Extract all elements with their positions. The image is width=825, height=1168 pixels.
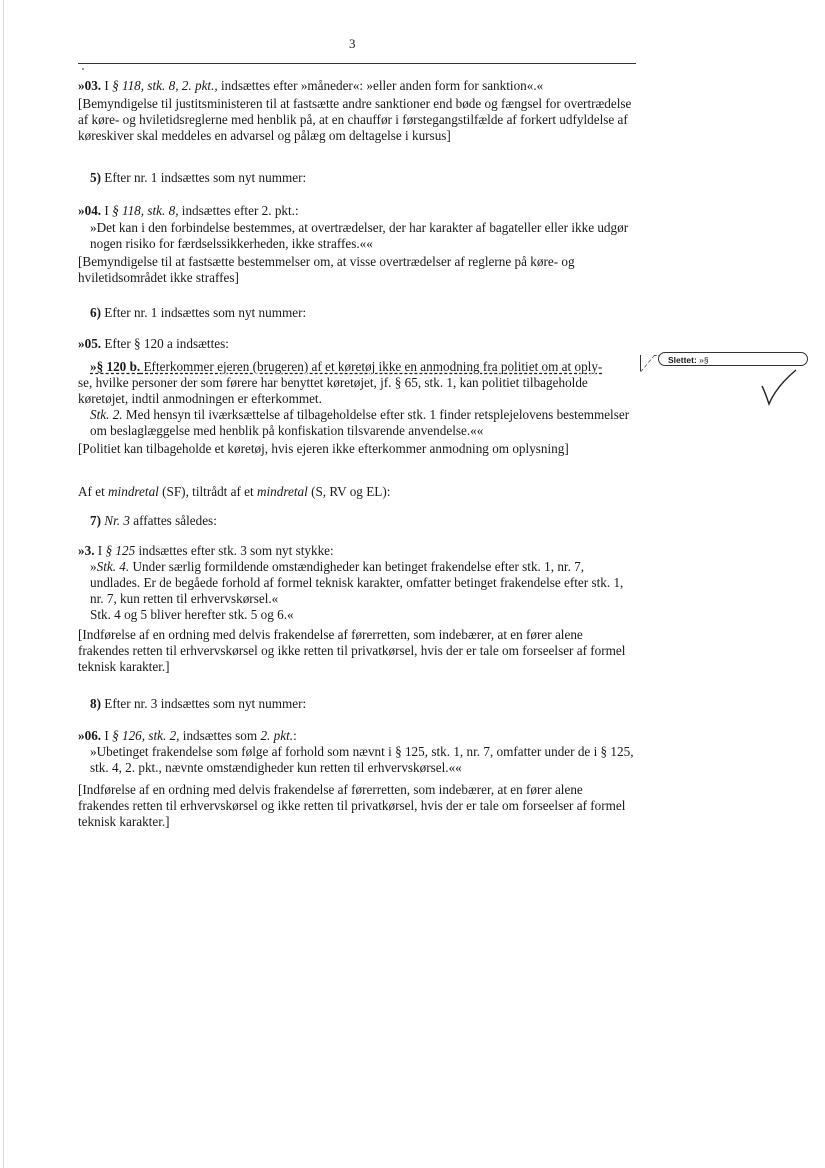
text-run: indsættes efter stk. 3 som nyt stykke: [135, 543, 334, 558]
change-number: 6) [90, 305, 101, 320]
header-rule [78, 63, 636, 64]
stk-4 [78, 559, 636, 607]
minority-term: mindretal [256, 484, 308, 499]
page-number: 3 [349, 36, 356, 51]
text-run: indsættes efter 2. pkt.: [178, 203, 299, 218]
minority-term: mindretal [108, 484, 159, 499]
text-run: I [101, 78, 113, 93]
insertion-bar [640, 355, 641, 371]
minority-statement [78, 484, 636, 500]
amendment-number: »04. [78, 203, 102, 218]
change-number: 5) [90, 170, 101, 185]
change-7-heading [78, 513, 648, 529]
text-run: indsættes efter »måneder«: »eller anden form for sanktion«.« [217, 78, 544, 93]
text-run: Med hensyn til iværksættelse af tilbageholdelse efter stk. 1 finder retsplejelovens bestemmelser om beslaglæggelse med henblik på konfiskation tilsvarende anvendelse.«« [90, 407, 630, 438]
paragraph-mark: »§ 120 b. [90, 359, 141, 374]
inserted-paragraph [78, 359, 636, 375]
explanatory-note: [Bemyndigelse til justitsministeren til at fastsætte andre sanktioner end bøde og fængsel for overtrædelse af køre- og hviletidsreglerne med henblik på, at en chauffør i førstegangstilfælde af forkert udfyldelse af køreskiver skal meddeles en advarsel og pålæg om deltagelse i kursus] [78, 96, 632, 143]
amendment-03-line [78, 78, 636, 94]
amendment-number: »3. [78, 543, 95, 558]
amendment-06 [78, 728, 636, 830]
text-run: Efter nr. 1 indsættes som nyt nummer: [101, 170, 307, 185]
text-run: Under særlig formildende omstændigheder kan betinget frakendelse efter stk. 1, nr. 7, undlades. Er de begåede forhold af formel teknisk karakter, omfatter betinget frakendelse efter stk. 1, nr. 7, kun retten til erhvervskørsel.« [90, 559, 624, 606]
amendment-3 [78, 543, 636, 675]
explanatory-note: [Indførelse af en ordning med delvis frakendelse af førerretten, som indebærer, at en fører alene frakendes retten til erhvervskørsel og ikke retten til privatkørsel, hvis der er tale om forseelser af formel teknisk karakter.] [78, 627, 626, 674]
quoted-provision: »Ubetinget frakendelse som følge af forhold som nævnt i § 125, stk. 1, nr. 7, omfatter under de i § 125, stk. 4, 2. pkt., nævnte omstændigheder kun retten til erhvervskørsel.«« [90, 744, 634, 775]
amendment-05 [78, 336, 636, 457]
scan-edge [3, 0, 4, 1168]
amendment-05-line [78, 336, 636, 352]
text-run: indsættes som [179, 728, 261, 743]
text-run: (S, RV og EL): [307, 484, 391, 499]
text-run: (SF), tiltrådt af et [158, 484, 257, 499]
number-reference: Nr. 3 [101, 513, 130, 528]
paragraph-first-line: Efterkommer ejeren (brugeren) af et køretøj ikke en anmodning fra politiet om at oply- [140, 359, 603, 374]
quote-mark: » [90, 559, 97, 574]
text-run: Efter nr. 1 indsættes som nyt nummer: [101, 305, 307, 320]
text-run: affattes således: [129, 513, 217, 528]
section-reference: § 125 [105, 543, 136, 558]
amendment-06-line [78, 728, 636, 744]
comment-text: »§ [696, 355, 709, 365]
explanatory-note: [Politiet kan tilbageholde et køretøj, hvis ejeren ikke efterkommer anmodning om oplysning] [78, 441, 569, 456]
quoted-provision: »Det kan i den forbindelse bestemmes, at overtrædelser, der har karakter af bagateller eller ikke udgør nogen risiko for færdselssikkerheden, ikke straffes.«« [90, 220, 629, 251]
paragraph-continuation: se, hvilke personer der som førere har benyttet køretøjet, jf. § 65, stk. 1, kan politiet tilbageholde køretøjet, indtil anmodningen er efterkommet. [78, 375, 588, 406]
text-run: I [101, 728, 113, 743]
explanatory-note: [Bemyndigelse til at fastsætte bestemmelser om, at visse overtrædelser af reglerne på køre- og hviletidsområdet ikke straffes] [78, 254, 575, 285]
text-run: I [101, 203, 113, 218]
checkmark-icon [760, 368, 800, 408]
scan-speck [82, 68, 84, 70]
text-run: : [293, 728, 297, 743]
change-5-heading [78, 170, 648, 186]
deletion-comment-balloon[interactable] [658, 352, 808, 366]
amendment-04-line [78, 203, 636, 219]
amendment-number: »05. [78, 336, 102, 351]
amendment-04 [78, 203, 636, 286]
change-number: 8) [90, 696, 101, 711]
amendment-number: »06. [78, 728, 102, 743]
section-reference: 2. pkt. [260, 728, 294, 743]
text-run: I [94, 543, 106, 558]
change-number: 7) [90, 513, 101, 528]
stk-label: Stk. 4. [96, 559, 130, 574]
stk-renumbering: Stk. 4 og 5 bliver herefter stk. 5 og 6.« [90, 607, 294, 622]
section-reference: § 118, stk. 8, [112, 203, 179, 218]
change-6-heading [78, 305, 648, 321]
stk-2 [78, 407, 636, 439]
amendment-03 [78, 78, 636, 144]
text-run: Efter § 120 a indsættes: [101, 336, 229, 351]
amendment-number: »03. [78, 78, 102, 93]
amendment-3-line [78, 543, 636, 559]
text-run: Af et [78, 484, 109, 499]
section-reference: § 126, stk. 2, [112, 728, 180, 743]
section-reference: § 118, stk. 8, 2. pkt., [112, 78, 218, 93]
comment-label: Slettet: [668, 355, 697, 365]
text-run: Efter nr. 3 indsættes som nyt nummer: [101, 696, 307, 711]
stk-label: Stk. 2. [90, 407, 123, 422]
explanatory-note: [Indførelse af en ordning med delvis frakendelse af førerretten, som indebærer, at en fører alene frakendes retten til erhvervskørsel og ikke retten til privatkørsel, hvis der er tale om forseelser af formel teknisk karakter.] [78, 782, 626, 829]
change-8-heading [78, 696, 648, 712]
